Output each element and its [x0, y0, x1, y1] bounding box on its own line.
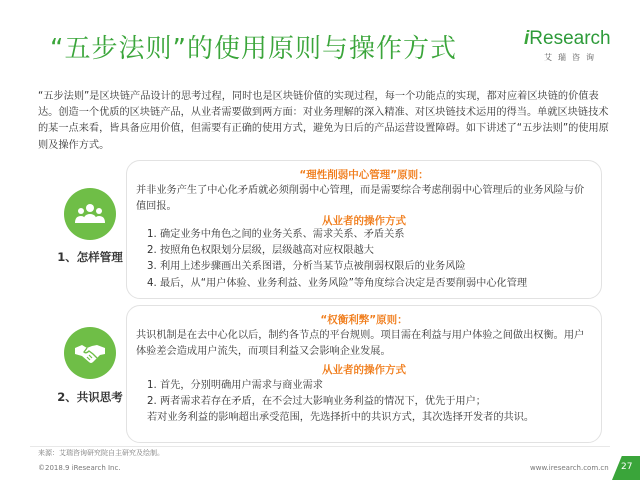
list-item: 3. 利用上述步骤画出关系图谱，分析当某节点被削弱权限后的业务风险 — [147, 261, 466, 273]
footer-divider — [30, 446, 610, 447]
handshake-icon — [64, 327, 116, 379]
principle-text: 并非业务产生了中心化矛盾就必须削弱中心管理，而是需要综合考虑削弱中心管理后的业务风险与价值回报。 — [136, 185, 585, 212]
section-label-consensus: 2、共识思考 — [57, 390, 123, 404]
list-item: 4. 最后，从“用户体验、业务利益、业务风险”等角度综合决定是否要削弱中心化管理 — [147, 277, 528, 289]
section-label-management: 1、怎样管理 — [57, 250, 123, 264]
website-url: www.iresearch.com.cn — [530, 464, 609, 472]
list-item: 2. 按照角色权限划分层级，层级越高对应权限越大 — [147, 245, 374, 257]
team-icon — [64, 188, 116, 240]
logo-i: i — [524, 28, 530, 49]
copyright: ©2018.9 iResearch Inc. — [38, 464, 121, 472]
ops-list — [147, 378, 587, 427]
ops-list — [147, 227, 587, 292]
principle-card-management — [126, 160, 602, 299]
logo-word: Research — [529, 28, 611, 49]
principle-title: “理性削弱中心管理”原则： — [299, 169, 429, 181]
principle-card-consensus — [126, 305, 602, 443]
principle-title: “权衡利弊”原则： — [320, 314, 408, 326]
logo-subtitle: 艾瑞咨询 — [544, 53, 600, 62]
ops-title: 从业者的操作方式 — [322, 215, 406, 227]
intro-paragraph: “五步法则”是区块链产品设计的思考过程，同时也是区块链价值的实现过程，每一个功能点的实现，都对应着区块链的价值表达。创造一个优质的区块链产品，从业者需要做到两方面：对业务理解的深入精准、对区块链技术运用的得当。单就区块链技术的某一点来看，皆具备应用价值，但需要有正确的使用方式，避免为日后的产品运营设置障碍。如下讲述了“五步法则”的使用原则及操作方式。 — [38, 91, 609, 151]
page-number: 27 — [621, 462, 633, 472]
ops-title: 从业者的操作方式 — [322, 364, 406, 376]
iresearch-logo — [524, 28, 611, 70]
page-title: “五步法则”的使用原则与操作方式 — [50, 34, 457, 64]
source-note: 来源：艾瑞咨询研究院自主研究及绘制。 — [38, 449, 164, 457]
list-item: 若对业务利益的影响超出承受范围，先选择折中的共识方式，其次选择开发者的共识。 — [147, 412, 535, 424]
list-item: 1. 首先，分别明确用户需求与商业需求 — [147, 380, 323, 391]
list-item: 2. 两者需求若存在矛盾，在不会过大影响业务利益的情况下，优先于用户； — [147, 396, 486, 408]
list-item: 1. 确定业务中角色之间的业务关系、需求关系、矛盾关系 — [147, 229, 405, 240]
principle-text: 共识机制是在去中心化以后，制约各节点的平台规则。项目需在利益与用户体验之间做出权衡。用户体验差会造成用户流失，而项目利益又会影响企业发展。 — [136, 330, 585, 357]
